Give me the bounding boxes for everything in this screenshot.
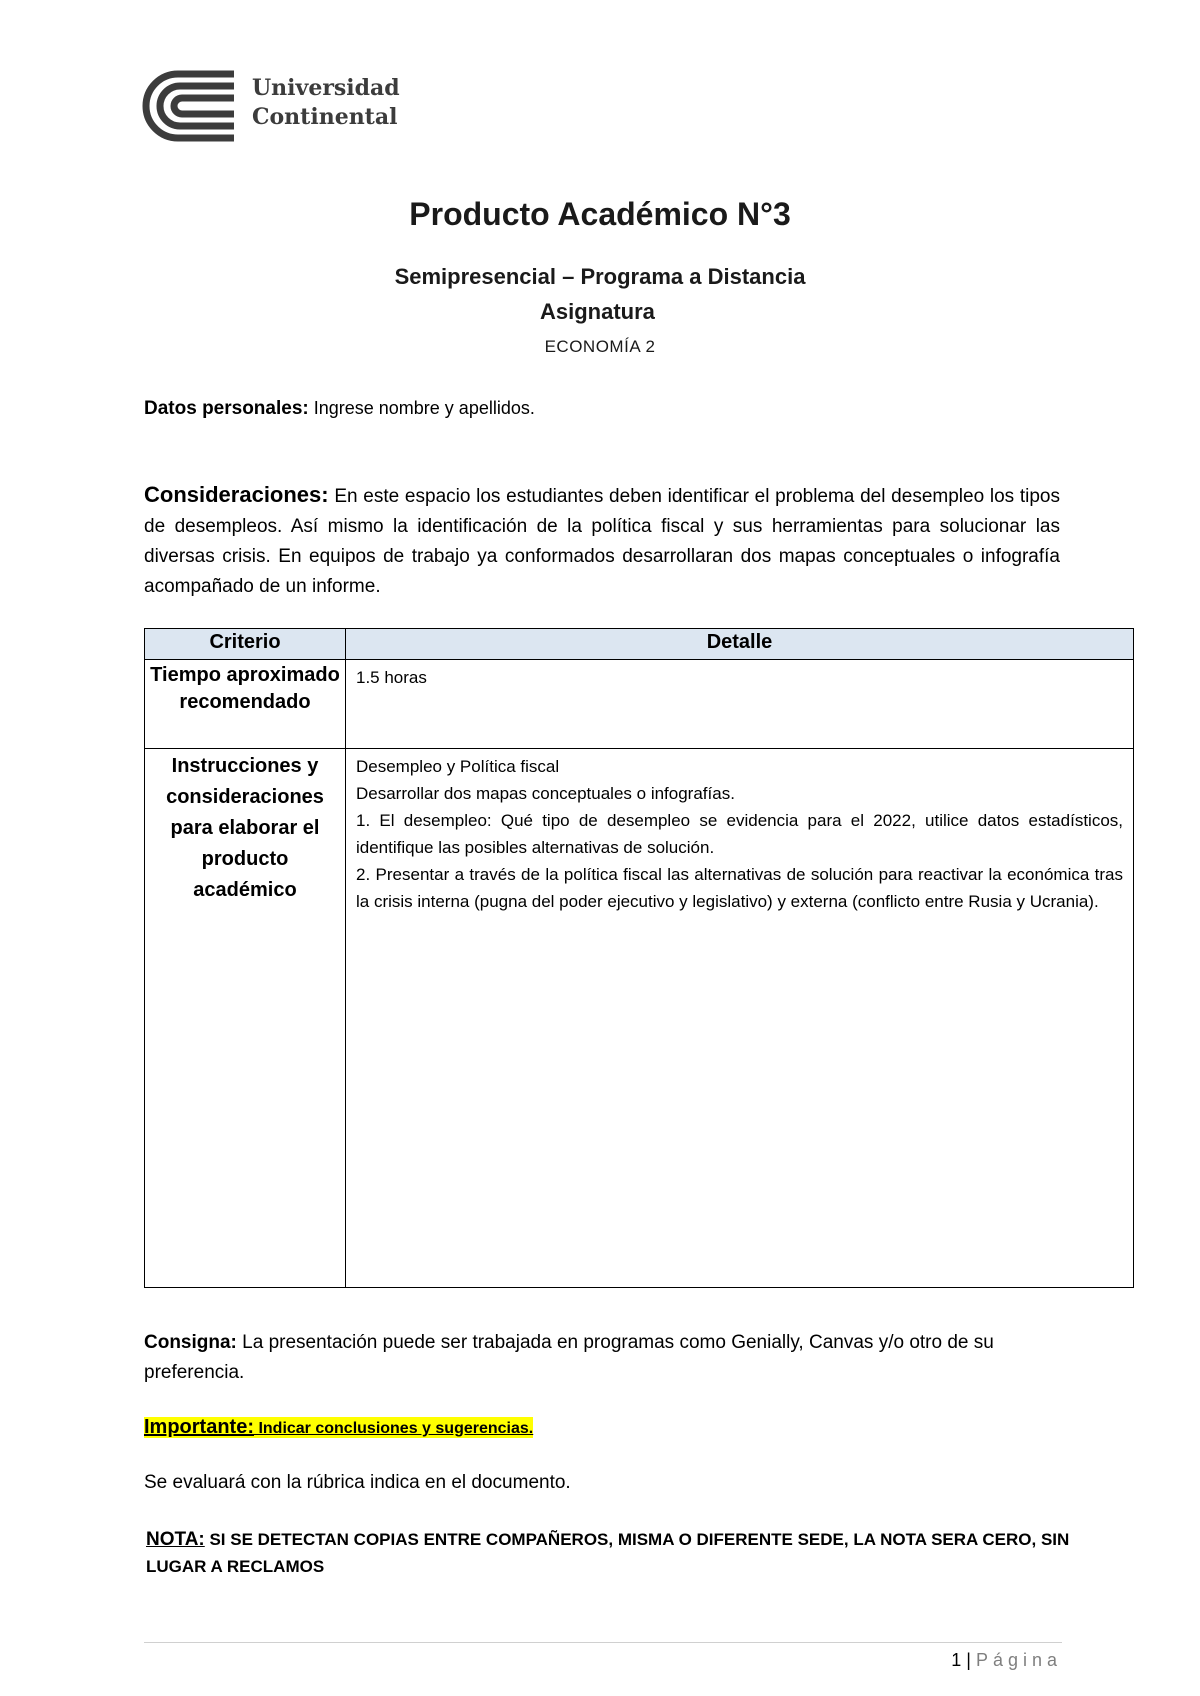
criteria-table (144, 628, 1134, 1288)
page-footer (951, 1650, 1062, 1671)
header-detalle: Detalle (346, 629, 1134, 660)
instructions-label: Instrucciones y consideraciones para elaborar el producto académico (145, 749, 346, 1288)
considerations (144, 480, 1060, 602)
nota-text: SI SE DETECTAN COPIAS ENTRE COMPAÑEROS, MISMA O DIFERENTE SEDE, LA NOTA SERA CERO, SIN LUGAR A RECLAMOS (146, 1530, 1070, 1576)
table-row (145, 749, 1134, 1288)
personal-data-value: Ingrese nombre y apellidos. (308, 398, 535, 418)
time-label: Tiempo aproximado recomendado (145, 660, 346, 749)
instructions-detail (346, 749, 1134, 1288)
page-number: 1 (951, 1650, 962, 1670)
university-name (252, 74, 400, 132)
instruction-line: 1. El desempleo: Qué tipo de desempleo se evidencia para el 2022, utilice datos estadísticos, identifique las posibles alternativas de solución. (356, 811, 1123, 857)
considerations-label: Consideraciones: (144, 482, 329, 507)
table-header-row (145, 629, 1134, 660)
instruction-line: Desempleo y Política fiscal (356, 757, 560, 776)
subject-label: Asignatura (540, 299, 655, 324)
logo-line-2: Continental (252, 104, 398, 130)
course-name: ECONOMÍA 2 (544, 337, 656, 356)
consigna-label: Consigna: (144, 1332, 237, 1353)
important-text: Indicar conclusiones y sugerencias. (254, 1420, 534, 1437)
university-logo (142, 70, 402, 142)
personal-data-label: Datos personales: (144, 398, 309, 419)
personal-data (144, 398, 535, 420)
evaluation-note: Se evaluará con la rúbrica indica en el documento. (144, 1472, 571, 1493)
instruction-line: Desarrollar dos mapas conceptuales o infografías. (356, 784, 735, 803)
consigna-text: La presentación puede ser trabajada en programas como Genially, Canvas y/o otro de su preferencia. (144, 1332, 994, 1383)
page-separator: | (966, 1650, 971, 1670)
considerations-text: En este espacio los estudiantes deben identificar el problema del desempleo los tipos de desempleos. Así mismo la identificación de la política fiscal y sus herramientas para solucionar las diversas crisis. En equipos de trabajo ya conformados desarrollaran dos mapas conceptuales o infografía acompañado de un informe. (144, 486, 1060, 597)
header-criterio: Criterio (145, 629, 346, 660)
document-subtitle: Semipresencial – Programa a Distancia (394, 264, 806, 289)
instruction-line: 2. Presentar a través de la política fiscal las alternativas de solución para reactivar la económica tras la crisis interna (pugna del poder ejecutivo y legislativo) y externa (conflicto entre Rusia y Ucrania). (356, 865, 1123, 911)
nota-warning (146, 1526, 1086, 1580)
important-note (144, 1416, 533, 1439)
time-value: 1.5 horas (346, 660, 1134, 749)
nota-label: NOTA: (146, 1529, 205, 1550)
important-label: Importante: (144, 1416, 254, 1438)
document-title: Producto Académico N°3 (409, 196, 791, 232)
logo-line-1: Universidad (252, 75, 400, 101)
important-highlight (144, 1417, 533, 1438)
footer-divider (144, 1642, 1062, 1643)
consigna (144, 1328, 1044, 1388)
page-label: Página (975, 1650, 1062, 1670)
table-row (145, 660, 1134, 749)
university-logo-icon (142, 70, 238, 142)
